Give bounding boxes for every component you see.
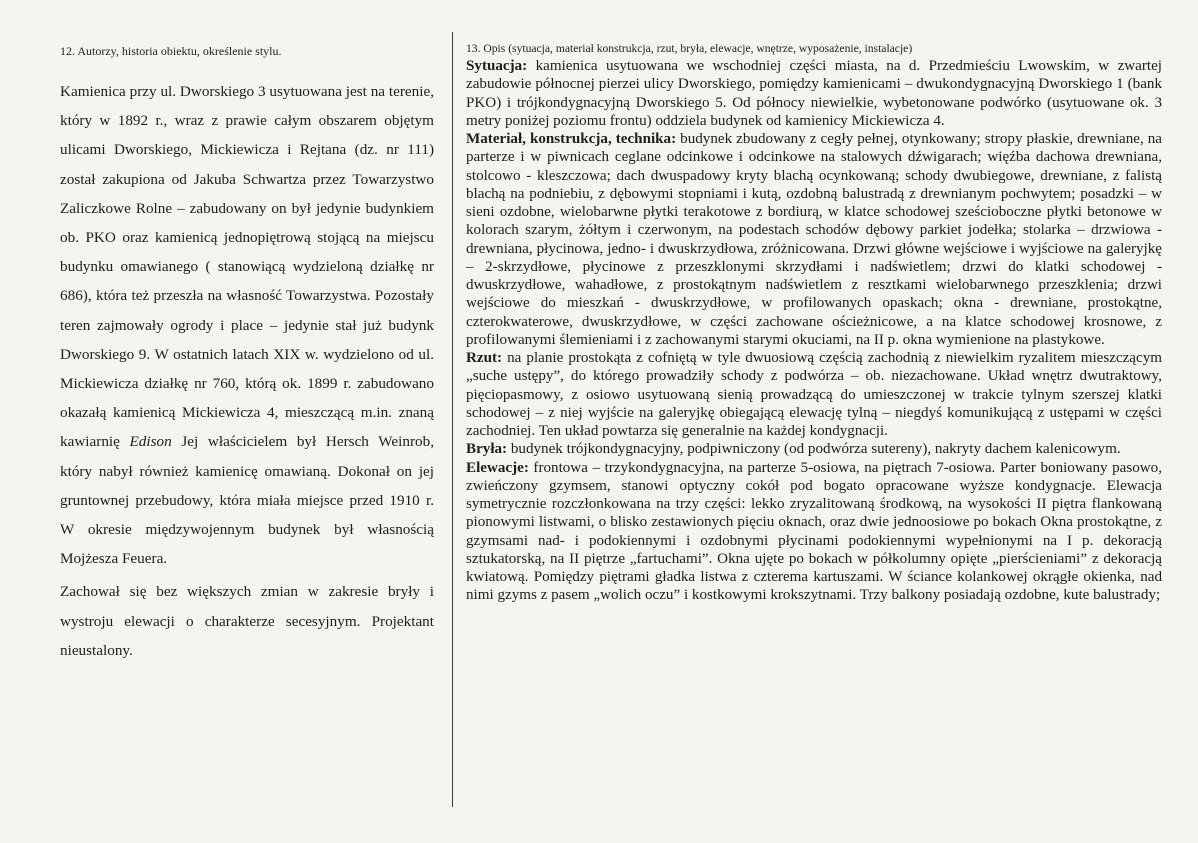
right-column (466, 42, 1162, 605)
section-text: budynek zbudowany z cegły pełnej, otynkowany; stropy płaskie, drewniane, na parterze i w piwnicach ceglane odcinkowe i odcinkowe na stalowych dźwigarach; więźba dachowa drewniana, stolcowo - kleszczowa; dach dwuspadowy kryty blachą ocynkowaną; schody dwubiegowe, drewniane, z falistą blachą na podniebiu, z dębowymi stopniami i kutą, ozdobną balustradą z drewnianym pochwytem; posadzki – w sieni ozdobne, wielobarwne płytki terakotowe z bordiurą, w klatce schodowej sześcioboczne płytki betonowe w kolorach szarym, żółtym i czerwonym, na podestach schodów dębowy parkiet jodełka; stolarka – drzwiowa - drewniana, płycinowa, jedno- i dwuskrzydłowa, zróżnicowana. Drzwi główne wejściowe i wyjściowe na galeryjkę – 2-skrzydłowe, płycinowe z przeszklonymi skrzydłami i nadświetlem; drzwi do klatki schodowej - dwuskrzydłowe, wahadłowe, z prostokątnym nadświetlem z resztkami wielobarwnego przeszklenia; drzwi wejściowe do mieszkań - dwuskrzydłowe, w profilowanych opaskach; okna - drewniane, prostokątne, czterokwaterowe, dwuskrzydłowe, w części zachowane ościeżnicowe, a na klatce schodowej krosnowe, z profilowanymi ślemieniami i z zachowanymi starymi okuciami, na II p. okna wymienione na plastykowe. (466, 131, 1162, 348)
section-text: na planie prostokąta z cofniętą w tyle dwuosiową częścią zachodnią z niewielkim ryzalitem mieszczącym „suche ustępy”, do którego prowadziły schody z podwórza – ob. niezachowane. Układ wnętrz dwutraktowy, pięciopasmowy, z osiowo usytuowaną sienią prowadzącą do umieszczonej w trakcie tylnym szerszej klatki schodowej – z niej wyjście na galeryjkę obiegającą elewację tylną – niegdyś komunikującą z ustępami w części zachodniej. Ten układ powtarza się generalnie na każdej kondygnacji. (466, 350, 1162, 439)
section-elevations (466, 459, 1162, 605)
section-label: Bryła: (466, 441, 508, 458)
cafe-name: Edison (129, 433, 172, 451)
history-paragraph (60, 77, 434, 573)
left-column (60, 44, 434, 669)
section-12-heading: 12. Autorzy, historia obiektu, określenie stylu. (60, 44, 282, 58)
section-text: kamienica usytuowana we wschodniej części miasta, na d. Przedmieściu Lwowskim, w zwartej zabudowie północnej pierzei ulicy Dworskiego, pomiędzy kamienicami – dwukondygnacyjną Dworskiego 1 (bank PKO) i trójkondygnacyjną Dworskiego 5. Od północy niewielkie, wybetonowane podwórko (usytuowane ok. 3 metry poniżej poziomu frontu) oddziela budynek od kamienicy Mickiewicza 4. (466, 58, 1162, 129)
style-paragraph: Zachował się bez większych zmian w zakresie bryły i wystroju elewacji o charakterze secesyjnym. Projektant nieustalony. (60, 583, 434, 659)
section-label: Rzut: (466, 350, 503, 366)
section-text: budynek trójkondygnacyjny, podpiwniczony (od podwórza sutereny), nakryty dachem kalenicowym. (507, 441, 1121, 458)
section-plan (466, 349, 1162, 440)
section-massing (466, 440, 1162, 458)
section-situation (466, 57, 1162, 130)
section-text: frontowa – trzykondygnacyjna, na parterze 5-osiowa, na piętrach 7-osiowa. Parter boniowany pasowo, zwieńczony gzymsem, stanowi optyczny cokół pod bogato opracowane wyższe kondygnacje. Elewacja symetrycznie rozczłonkowana na trzy części: lekko zryzalitowaną środkową, na wysokości II piętra flankowaną pionowymi listwami, o blisko zestawionych pięciu oknach, oraz dwie jednoosiowe po bokach Okna prostokątne, z gzymsami nad- i podokiennymi i ozdobnymi płycinami podokiennymi wypełnionymi na I p. dekoracją sztukatorską, na II piętrze „fartuchami”. Okna ujęte po bokach w półkolumny opięte „pierścieniami” z dekoracją kwiatową. Pomiędzy piętrami gładka listwa z czterema kartuszami. W ściance kolankowej okrągłe okienka, nad nimi gzyms z pasem „wolich oczu” i kostkowymi krokszytnami. Trzy balkony posiadają ozdobne, kute balustrady; (466, 459, 1162, 604)
history-text: Kamienica przy ul. Dworskiego 3 usytuowana jest na terenie, który w 1892 r., wraz z prawie całym obszarem objętym ulicami Dworskiego, Mickiewicza i Rejtana (dz. nr 111) został zakupiona od Jakuba Schwartza przez Towarzystwo Zaliczkowe Rolne – zabudowany on był jedynie budynkiem ob. PKO oraz kamienicą jednopiętrową stojącą na miejscu budynku omawianego ( stanowiącą wydzieloną działkę nr 686), która też przeszła na własność Towarzystwa. Pozostały teren zajmowały ogrody i place – jedynie stał już budynk Dworskiego 9. W ostatnich latach XIX w. wydzielono od ul. Mickiewicza działkę nr 760, którą ok. 1899 r. zabudowano okazałą kamienicą Mickiewicza 4, mieszczącą m.in. znaną kawiarnię (60, 83, 434, 451)
section-label: Elewacje: (466, 459, 529, 476)
section-material (466, 130, 1162, 349)
section-label: Materiał, konstrukcja, technika: (466, 131, 677, 147)
section-label: Sytuacja: (466, 58, 528, 74)
section-13-heading: 13. Opis (sytuacja, materiał konstrukcja, rzut, bryła, elewacje, wnętrze, wyposażenie, instalacje) (466, 42, 913, 55)
column-divider (452, 32, 453, 807)
history-text-end: Jej właścicielem był Hersch Weinrob, który nabył również kamienicę omawianą. Dokonał on jej gruntownej przebudowy, która miała miejsce przed 1910 r. W okresie międzywojennym budynek był własnością Mojżesza Feuera. (60, 433, 434, 568)
